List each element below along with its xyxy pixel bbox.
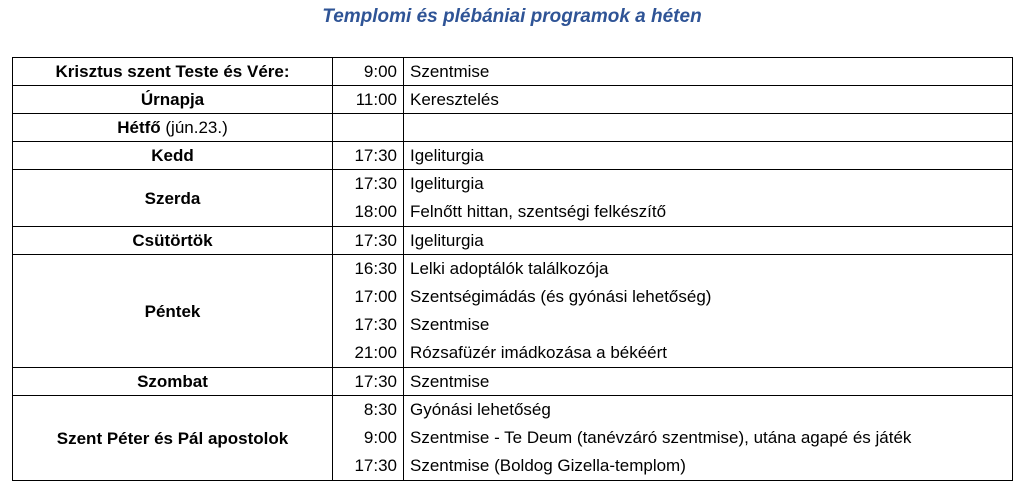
event-time — [333, 170, 404, 227]
day-name — [13, 114, 333, 142]
day-name-bold: Hétfő — [117, 118, 161, 137]
event-title — [404, 170, 1013, 227]
day-name: Szent Péter és Pál apostolok — [13, 396, 333, 481]
day-name: Péntek — [13, 255, 333, 368]
table-row — [13, 170, 1013, 227]
event-title-line: Lelki adoptálók találkozója — [410, 259, 609, 278]
event-time-line: 17:30 — [354, 174, 397, 193]
event-time — [333, 114, 404, 142]
day-date: (jún.23.) — [160, 118, 228, 137]
event-title — [404, 114, 1013, 142]
table-row — [13, 142, 1013, 170]
event-title-line: Gyónási lehetőség — [410, 400, 551, 419]
event-title: Igeliturgia — [404, 142, 1013, 170]
event-time-line: 21:00 — [354, 343, 397, 362]
event-title-line: Szentmise - Te Deum (tanévzáró szentmise), utána agapé és játék — [410, 428, 912, 447]
table-row — [13, 86, 1013, 114]
event-title-line: Igeliturgia — [410, 174, 484, 193]
event-title-line: Szentségimádás (és gyónási lehetőség) — [410, 287, 712, 306]
event-time-line: 17:30 — [354, 315, 397, 334]
event-title: Szentmise — [404, 58, 1013, 86]
event-time: 9:00 — [333, 58, 404, 86]
event-time — [333, 396, 404, 481]
table-row — [13, 255, 1013, 368]
event-title-line: Felnőtt hittan, szentségi felkészítő — [410, 202, 667, 221]
day-name: Krisztus szent Teste és Vére: — [13, 58, 333, 86]
event-time-line: 16:30 — [354, 259, 397, 278]
event-time-line: 18:00 — [354, 202, 397, 221]
page-title: Templomi és plébániai programok a héten — [322, 6, 702, 27]
day-name: Szerda — [13, 170, 333, 227]
table-row — [13, 58, 1013, 86]
event-time: 17:30 — [333, 368, 404, 396]
event-time-line: 9:00 — [363, 428, 397, 447]
event-title: Szentmise — [404, 368, 1013, 396]
event-time-line: 17:00 — [354, 287, 397, 306]
day-name: Csütörtök — [13, 227, 333, 255]
event-time-line: 17:30 — [354, 456, 397, 475]
event-title: Igeliturgia — [404, 227, 1013, 255]
table-row — [13, 396, 1013, 481]
event-title-line: Szentmise — [410, 315, 490, 334]
event-time: 17:30 — [333, 142, 404, 170]
table-row — [13, 114, 1013, 142]
event-title: Keresztelés — [404, 86, 1013, 114]
event-title-line: Szentmise (Boldog Gizella-templom) — [410, 456, 686, 475]
event-title-line: Rózsafüzér imádkozása a békéért — [410, 343, 668, 362]
table-row — [13, 368, 1013, 396]
event-time — [333, 255, 404, 368]
table-row — [13, 227, 1013, 255]
day-name: Szombat — [13, 368, 333, 396]
event-time: 11:00 — [333, 86, 404, 114]
day-name: Kedd — [13, 142, 333, 170]
event-time: 17:30 — [333, 227, 404, 255]
event-time-line: 8:30 — [363, 400, 397, 419]
day-name: Úrnapja — [13, 86, 333, 114]
schedule-table — [12, 57, 1013, 481]
event-title — [404, 396, 1013, 481]
event-title — [404, 255, 1013, 368]
